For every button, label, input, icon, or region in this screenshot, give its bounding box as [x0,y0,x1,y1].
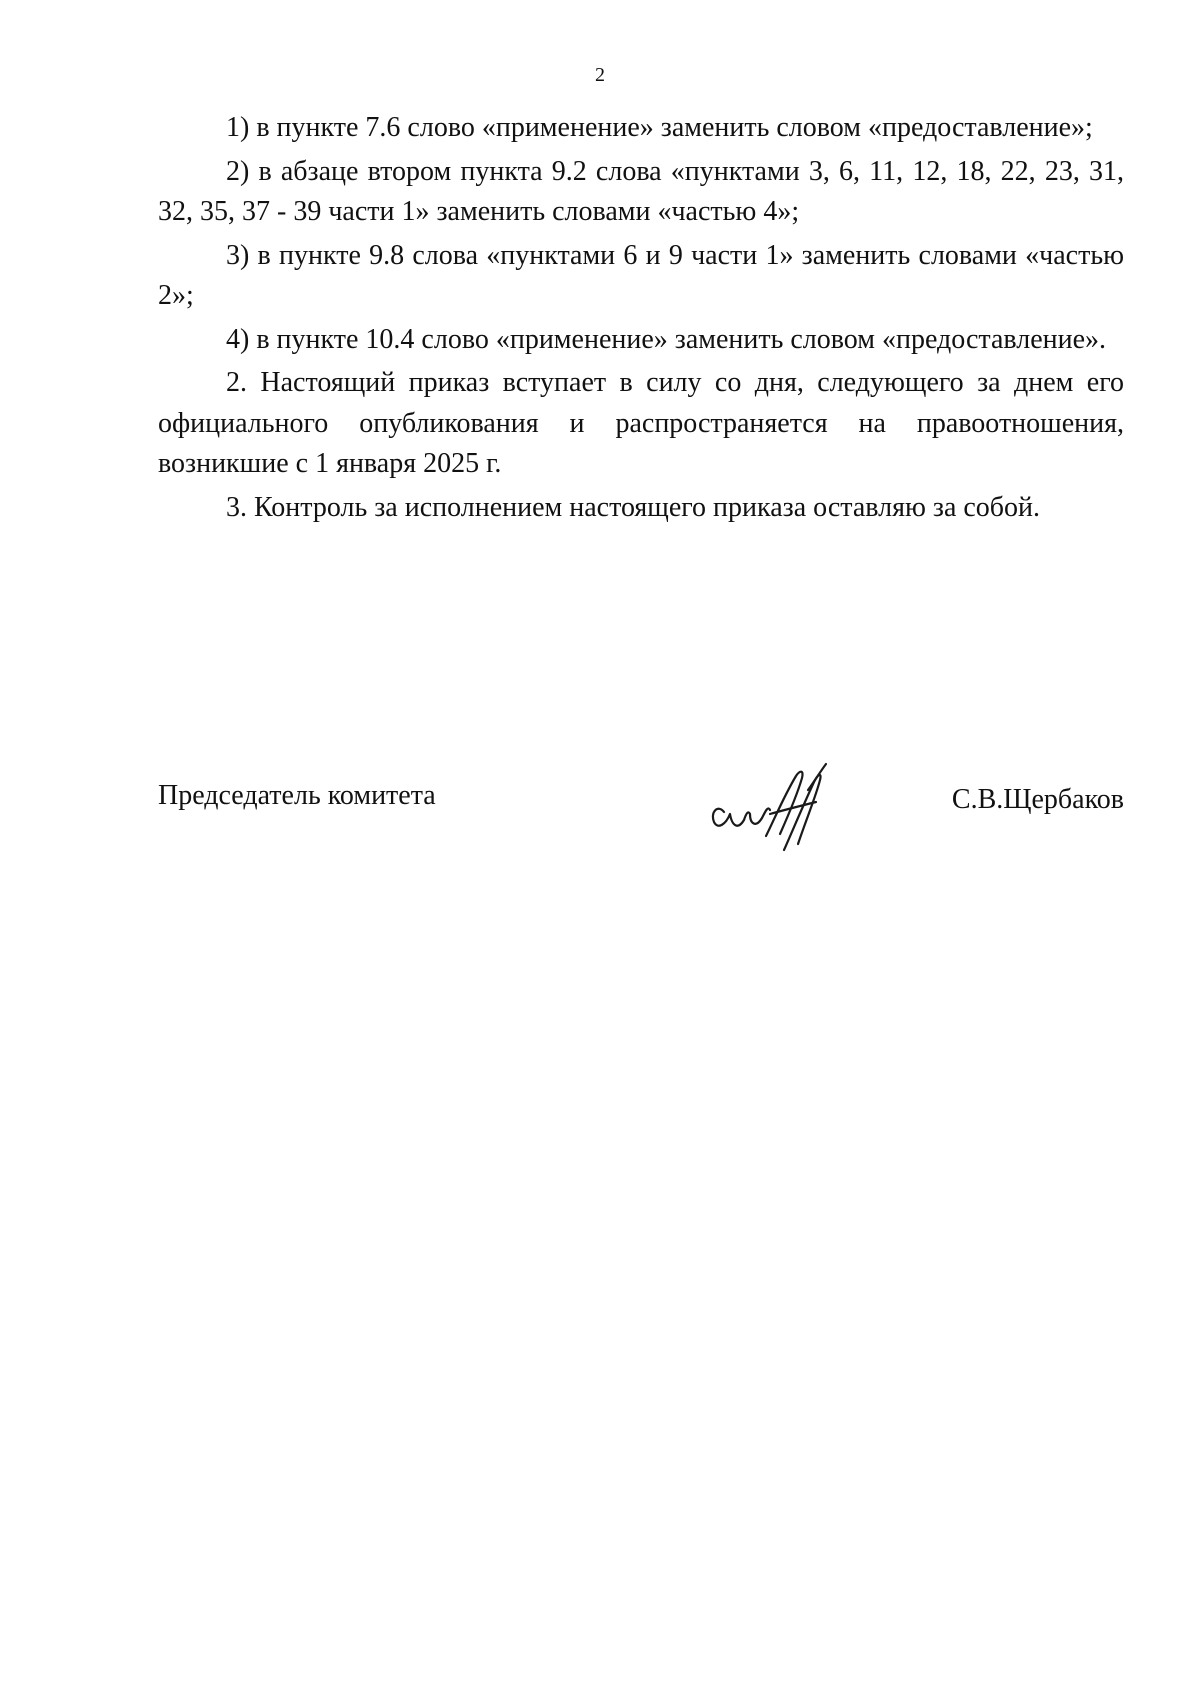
clause-control: 3. Контроль за исполнением настоящего приказа оставляю за собой. [226,491,1041,523]
clause-effective-date: 2. Настоящий приказ вступает в силу со дня, следующего за днем его официального опубликования и распространяется на правоотношения, возникшие с 1 января 2025 г. [158,367,1124,479]
signature-block [158,760,1124,870]
amendment-item-4: 4) в пункте 10.4 слово «применение» заменить словом «предоставление». [226,323,1107,355]
signatory-name: С.В.Щербаков [951,784,1124,815]
handwritten-signature [704,760,834,860]
amendment-item-1: 1) в пункте 7.6 слово «применение» заменить словом «предоставление»; [226,112,1093,143]
amendment-item-2: 2) в абзаце втором пункта 9.2 слова «пунктами 3, 6, 11, 12, 18, 22, 23, 31, 32, 35, 37 - 39 части 1» заменить словами «частью 4»; [158,155,1124,227]
document-body [158,108,1124,531]
page-number: 2 [595,64,605,86]
signatory-position: Председатель комитета [158,780,436,811]
amendment-item-3: 3) в пункте 9.8 слова «пунктами 6 и 9 части 1» заменить словами «частью 2»; [158,239,1124,311]
